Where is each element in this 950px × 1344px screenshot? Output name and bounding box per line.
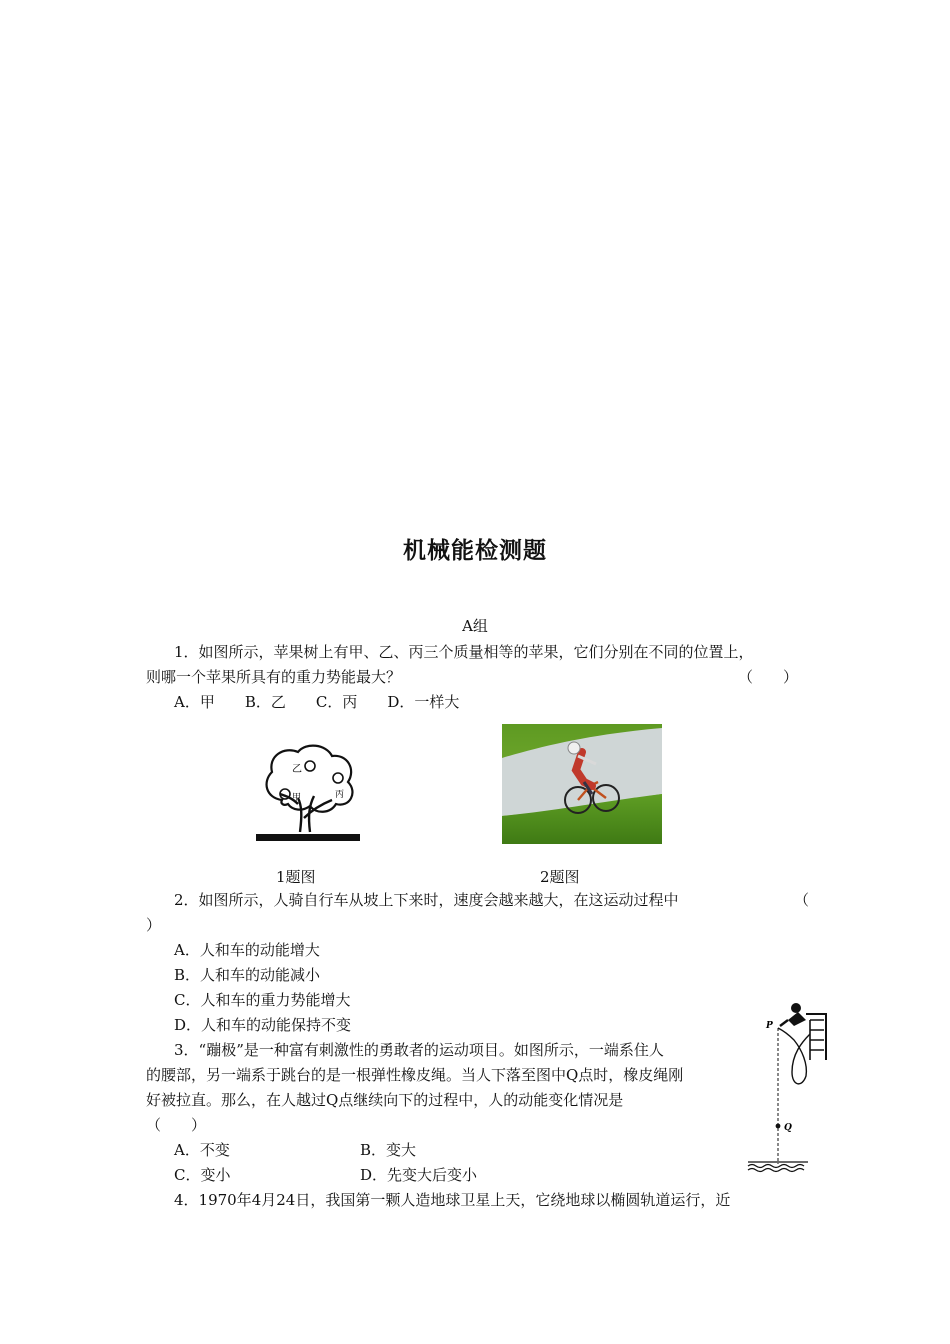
label-p: P: [766, 1021, 773, 1031]
q3-option-c: C．变小: [174, 1166, 231, 1184]
q1-options: A．甲 B．乙 C．丙 D．一样大: [174, 693, 460, 711]
q2-option-d: D．人和车的动能保持不变: [174, 1016, 352, 1034]
q2-option-c: C．人和车的重力势能增大: [174, 991, 351, 1009]
q1-bracket: （ ）: [738, 668, 799, 686]
q2-bracket-open: （: [794, 891, 810, 909]
q3-option-a: A．不变: [174, 1141, 230, 1159]
q2-option-b: B．人和车的动能减小: [174, 966, 321, 984]
bungee-figure: [744, 1000, 838, 1176]
q2-bracket-close: ）: [146, 916, 162, 934]
apple-label-yi: 乙: [292, 764, 302, 775]
q2-line1: 2．如图所示，人骑自行车从坡上下来时，速度会越来越大，在这运动过程中: [174, 891, 679, 909]
apple-label-bing: 丙: [335, 790, 345, 800]
caption-fig2: 2题图: [540, 868, 580, 886]
group-heading: A组: [462, 617, 488, 635]
q3-option-b: B．变大: [360, 1141, 417, 1159]
q3-option-d: D．先变大后变小: [360, 1166, 478, 1184]
q3-line1: 3．“蹦极”是一种富有刺激性的勇敢者的运动项目。如图所示，一端系住人: [174, 1041, 664, 1059]
page-title: 机械能检测题: [403, 538, 547, 564]
q3-line3: 好被拉直。那么，在人越过Q点继续向下的过程中，人的动能变化情况是: [146, 1091, 624, 1109]
q3-line2: 的腰部，另一端系于跳台的是一根弹性橡皮绳。当人下落至图中Q点时，橡皮绳刚: [146, 1066, 684, 1084]
apple-label-jia: 甲: [292, 793, 302, 803]
bicycle-photo: [502, 724, 662, 844]
q1-line1: 1．如图所示，苹果树上有甲、乙、丙三个质量相等的苹果，它们分别在不同的位置上，: [174, 643, 754, 661]
apple-tree-figure: [252, 742, 364, 848]
q2-option-a: A．人和车的动能增大: [174, 941, 320, 959]
caption-fig1: 1题图: [276, 868, 316, 886]
q4-line1: 4．1970年4月24日，我国第一颗人造地球卫星上天，它绕地球以椭圆轨道运行，近: [174, 1191, 731, 1209]
label-q: Q: [784, 1123, 792, 1133]
q3-bracket: （ ）: [146, 1116, 207, 1134]
q1-line2: 则哪一个苹果所具有的重力势能最大？: [146, 668, 402, 686]
